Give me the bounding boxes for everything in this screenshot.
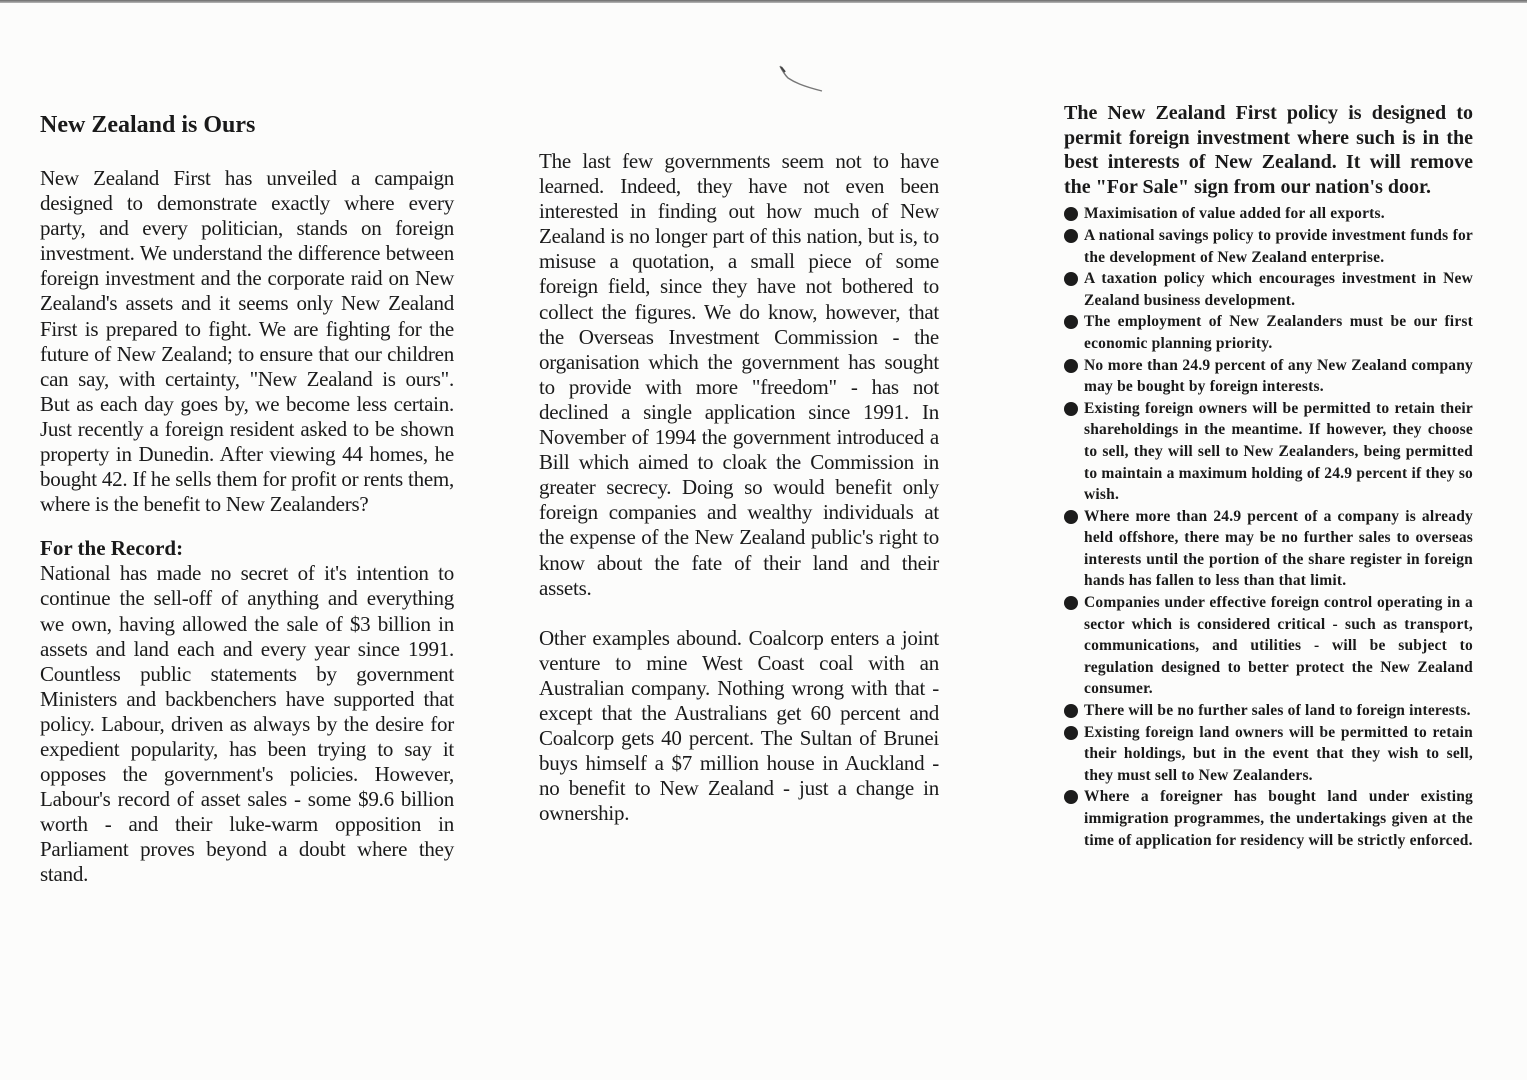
list-item: Where a foreigner has bought land under existing immigration programmes, the undertakings given at the time of application for residency will be strictly enforced. <box>1064 786 1473 851</box>
list-item: There will be no further sales of land to foreign interests. <box>1064 700 1473 722</box>
bullet-icon <box>1064 315 1078 329</box>
bullet-icon <box>1064 229 1078 243</box>
middle-column <box>539 149 939 826</box>
list-item: The employment of New Zealanders must be our first economic planning priority. <box>1064 311 1473 354</box>
list-item: A taxation policy which encourages investment in New Zealand business development. <box>1064 268 1473 311</box>
list-item: Where more than 24.9 percent of a company is already held offshore, there may be no further sales to overseas interests until the portion of the share register in foreign hands has fallen to less than that limit. <box>1064 506 1473 592</box>
policy-intro: The New Zealand First policy is designed to permit foreign investment where such is in the best interests of New Zealand. It will remove the "For Sale" sign from our nation's door. <box>1064 102 1473 198</box>
list-item: Existing foreign owners will be permitted to retain their shareholdings in the meantime. If however, they choose to sell, they will sell to New Zealanders, being permitted to maintain a maximum holding of 24.9 percent if they so wish. <box>1064 398 1473 506</box>
page-title: New Zealand is Ours <box>40 112 256 138</box>
list-item: Existing foreign land owners will be permitted to retain their holdings, but in the event that they wish to sell, they must sell to New Zealanders. <box>1064 722 1473 787</box>
scan-top-edge <box>0 0 1527 3</box>
bullet-icon <box>1064 207 1078 221</box>
record-paragraph: National has made no secret of it's intention to continue the sell-off of anything and everything we own, having allowed the sale of $3 billion in assets and land each and every year since 1991. Countless public statements by government Ministers and backbenchers have supported that policy. Labour, driven as always by the desire for expedient popularity, has been trying to say it opposes the government's policies. However, Labour's record of asset sales - some $9.6 billion worth - and their luke-warm opposition in Parliament proves beyond a doubt where they stand. <box>40 561 454 887</box>
list-item: Maximisation of value added for all exports. <box>1064 203 1473 225</box>
list-item: A national savings policy to provide investment funds for the development of New Zealand enterprise. <box>1064 225 1473 268</box>
list-item: Companies under effective foreign control operating in a sector which is considered critical - such as transport, communications, and utilities - will be subject to regulation designed to better protect the New Zealand consumer. <box>1064 592 1473 700</box>
list-item: No more than 24.9 percent of any New Zealand company may be bought by foreign interests. <box>1064 355 1473 398</box>
examples-paragraph: Other examples abound. Coalcorp enters a joint venture to mine West Coast coal with an Australian company. Nothing wrong with that - except that the Australians get 60 percent and Coalcorp gets 40 percent. The Sultan of Brunei buys himself a $7 million house in Auckland - no benefit to New Zealand - just a change in ownership. <box>539 625 939 826</box>
intro-paragraph: New Zealand First has unveiled a campaign designed to demonstrate exactly where every party, and every politician, stands on foreign investment. We understand the difference between foreign investment and the corporate raid on New Zealand's assets and it seems only New Zealand First is prepared to fight. We are fighting for the future of New Zealand; to ensure that our children can say, with certainty, "New Zealand is ours". But as each day goes by, we become less certain. Just recently a foreign resident asked to be shown property in Dunedin. After viewing 44 homes, he bought 42. If he sells them for profit or rents them, where is the benefit to New Zealanders? <box>40 166 454 517</box>
bullet-icon <box>1064 272 1078 286</box>
bullet-icon <box>1064 596 1078 610</box>
right-column <box>1064 101 1473 851</box>
paper-mark <box>778 64 824 94</box>
bullet-icon <box>1064 726 1078 740</box>
record-heading: For the Record: <box>40 536 184 561</box>
bullet-icon <box>1064 510 1078 524</box>
bullet-icon <box>1064 790 1078 804</box>
bullet-icon <box>1064 359 1078 373</box>
bullet-icon <box>1064 704 1078 718</box>
left-column <box>40 110 454 888</box>
bullet-icon <box>1064 402 1078 416</box>
policy-list <box>1064 203 1473 851</box>
governments-paragraph: The last few governments seem not to have learned. Indeed, they have not even been interested in finding out how much of New Zealand is no longer part of this nation, but is, to misuse a quotation, a small piece of some foreign field, since they have not bothered to collect the figures. We do know, however, that the Overseas Investment Commission - the organisation which the government has sought to provide with more "freedom" - has not declined a single application since 1991. In November of 1994 the government introduced a Bill which aimed to cloak the Commission in greater secrecy. Doing so would benefit only foreign companies and wealthy individuals at the expense of the New Zealand public's right to know about the fate of their land and their assets. <box>539 149 939 600</box>
